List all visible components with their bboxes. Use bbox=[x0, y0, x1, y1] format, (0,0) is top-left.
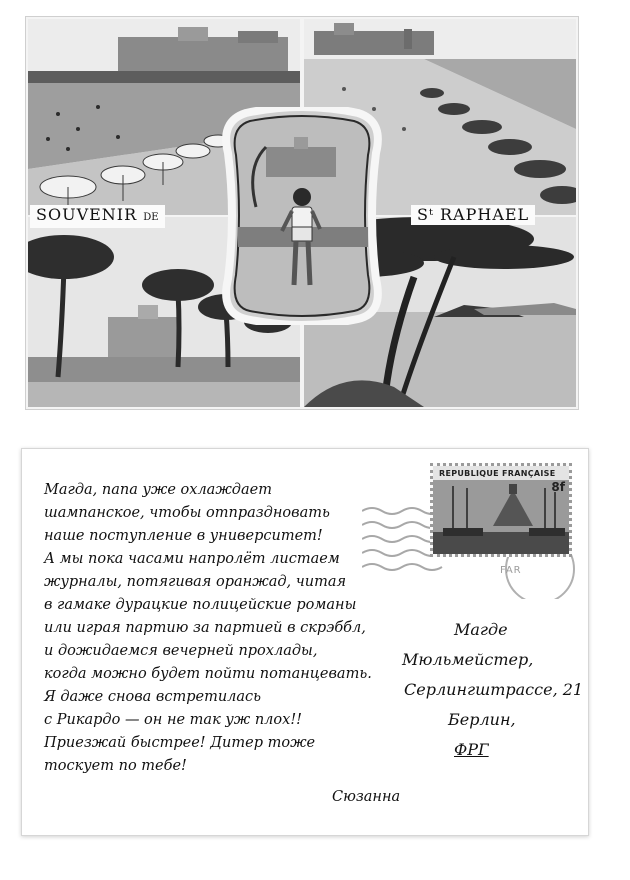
photo-woman-center-frame bbox=[216, 107, 388, 325]
address-line: Серлингштрассе, 21 bbox=[404, 680, 584, 699]
address-line: ФРГ bbox=[454, 740, 489, 759]
caption-st-raphael: Sᵗ RAPHAEL bbox=[411, 205, 535, 225]
message-line: Я даже снова встретилась bbox=[44, 689, 262, 705]
message-line: или играя партию за партией в скрэббл, bbox=[44, 620, 366, 636]
stamp-country: REPUBLIQUE FRANÇAISE bbox=[439, 469, 556, 478]
message-line: когда можно будет пойти потанцевать. bbox=[44, 666, 372, 682]
message-line: с Рикардо — он не так уж плох!! bbox=[44, 712, 302, 728]
handwritten-message bbox=[44, 479, 414, 778]
address-line: Магде bbox=[454, 620, 508, 639]
postcard-back bbox=[21, 448, 589, 836]
address-line: Мюльмейстер, bbox=[402, 650, 534, 669]
caption-souvenir bbox=[30, 205, 165, 228]
message-line: и дожидаемся вечерней прохлады, bbox=[44, 643, 318, 659]
message-line: А мы пока часами напролёт листаем bbox=[44, 551, 340, 567]
stamp-value: 8f bbox=[551, 480, 565, 494]
message-line: тоскует по тебе! bbox=[44, 758, 187, 774]
message-line: Приезжай быстрее! Дитер тоже bbox=[44, 735, 316, 751]
recipient-address bbox=[402, 615, 583, 765]
address-line: Берлин, bbox=[448, 710, 516, 729]
message-line: шампанское, чтобы отпраздновать bbox=[44, 505, 330, 521]
caption-souvenir-main: SOUVENIR bbox=[36, 205, 138, 224]
message-line: наше поступление в университет! bbox=[44, 528, 323, 544]
message-line: Магда, папа уже охлаждает bbox=[44, 482, 272, 498]
stamp-harbor-image bbox=[433, 466, 569, 554]
postmark-month: FAR bbox=[500, 565, 522, 576]
postcard-front bbox=[26, 17, 578, 409]
caption-souvenir-de: DE bbox=[143, 212, 159, 223]
message-line: журналы, потягивая оранжад, читая bbox=[44, 574, 347, 590]
postage-stamp bbox=[430, 463, 572, 557]
signature: Сюзанна bbox=[332, 789, 401, 805]
message-line: в гамаке дурацкие полицейские романы bbox=[44, 597, 357, 613]
